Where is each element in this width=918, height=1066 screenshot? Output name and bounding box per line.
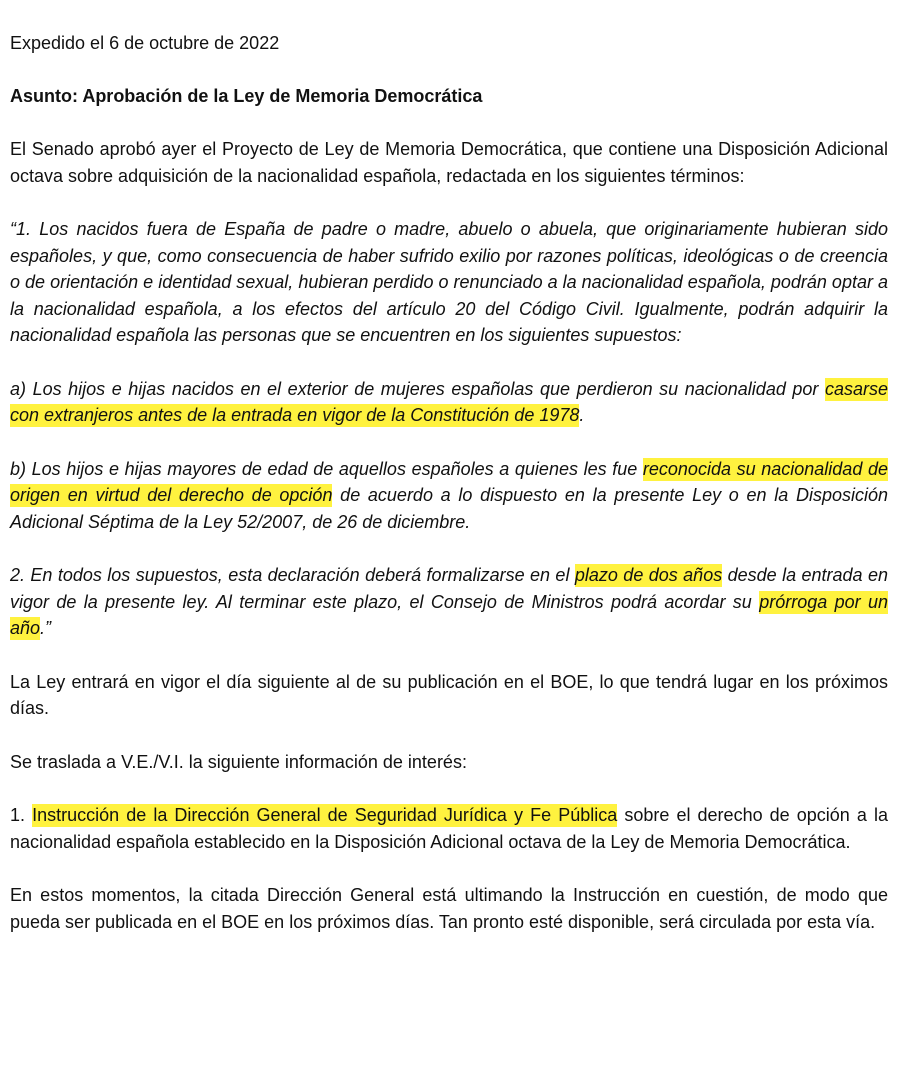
item-1-paragraph [10,802,888,855]
provision-b-text-after: de acuerdo a lo dispuesto en la presente Ley o en la Disposición Adicional Séptima de la Ley 52/2007, de 26 de diciembre. [10,485,889,532]
quoted-provision-a [10,376,888,429]
provision-a-highlight: casarse con extranjeros antes de la entrada en vigor de la Constitución de 1978 [10,378,888,425]
quoted-provision-b [10,456,888,536]
provision-2-text-before: 2. En todos los supuestos, esta declaración deberá formalizarse en el [10,565,575,585]
document-body [10,30,888,962]
provision-2-highlight-plazo: plazo de dos años [574,565,723,585]
item-1-number: 1. [10,805,33,825]
transfer-line: Se traslada a V.E./V.I. la siguiente información de interés: [10,751,467,772]
provision-2-text-middle: desde la entrada en vigor de la presente ley. Al terminar este plazo, el Consejo de Ministros podrá acordar su [10,565,888,612]
law-effect-paragraph: La Ley entrará en vigor el día siguiente al de su publicación en el BOE, lo que tendrá lugar en los próximos días. [10,671,888,718]
provision-a-text-before: a) Los hijos e hijas nacidos en el exterior de mujeres españolas que perdieron su nacionalidad por [10,378,825,399]
quoted-provision-1: “1. Los nacidos fuera de España de padre o madre, abuelo o abuela, que originariamente hubieran sido españoles, y que, como consecuencia de haber sufrido exilio por razones políticas, ideológicas o de creencia o de orientación e identidad sexual, hubieran perdido o renunciado a la nacionalidad española, podrán optar a la nacionalidad española, a los efectos del artículo 20 del Código Civil. Igualmente, podrán adquirir la nacionalidad española las personas que se encuentren en los siguientes supuestos: [10,219,888,345]
item-1-highlight: Instrucción de la Dirección General de Seguridad Jurídica y Fe Pública [32,805,618,825]
provision-a-text-after: . [579,405,585,425]
provision-b-highlight: reconocida su nacionalidad de origen en virtud del derecho de opción [10,458,888,505]
item-1-text-after: sobre el derecho de opción a la nacionalidad española establecido en la Disposición Adicional octava de la Ley de Memoria Democrática. [10,805,889,852]
provision-2-text-after: .” [40,618,52,638]
provision-b-text-before: b) Los hijos e hijas mayores de edad de aquellos españoles a quienes les fue [10,458,643,479]
subject-line: Asunto: Aprobación de la Ley de Memoria Democrática [10,85,483,106]
closing-paragraph: En estos momentos, la citada Dirección General está ultimando la Instrucción en cuestión, de modo que pueda ser publicada en el BOE en los próximos días. Tan pronto esté disponible, será circulada por esta vía. [10,885,888,932]
provision-2-highlight-prorroga: prórroga por un año [10,591,888,638]
intro-paragraph: El Senado aprobó ayer el Proyecto de Ley de Memoria Democrática, que contiene una Disposición Adicional octava sobre adquisición de la nacionalidad española, redactada en los siguientes términos: [10,139,888,186]
quoted-provision-2 [10,562,888,642]
date-line: Expedido el 6 de octubre de 2022 [10,33,280,53]
